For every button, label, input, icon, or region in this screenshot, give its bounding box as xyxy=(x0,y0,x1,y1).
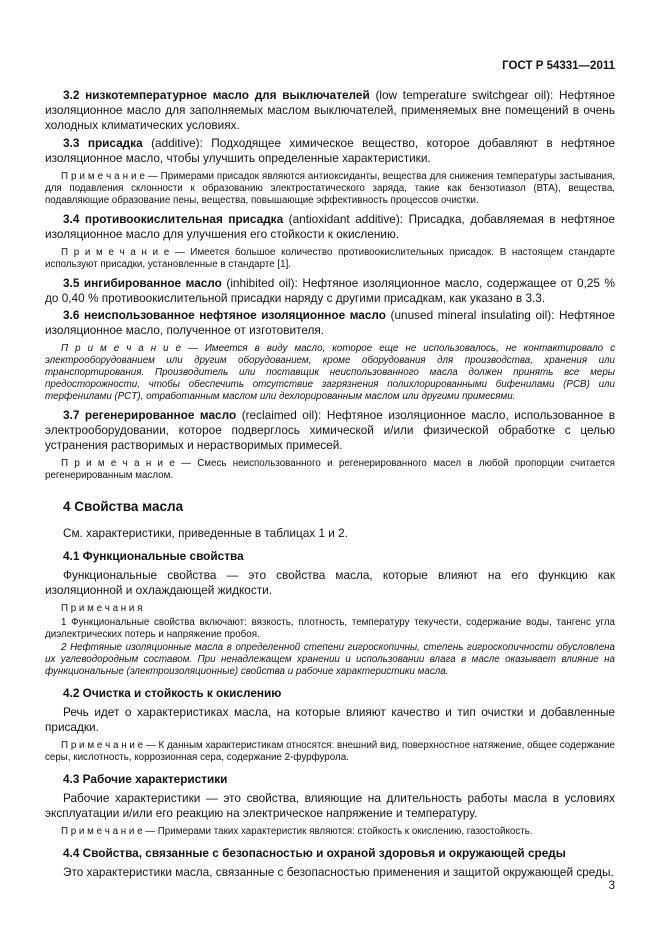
note-paragraph: П р и м е ч а н и е — К данным характеристикам относятся: внешний вид, поверхностное натяжение, общее содержание серы, кислотность, коррозионная сера, содержание 2-фурфурола. xyxy=(45,740,615,763)
document-header xyxy=(45,60,615,72)
term-definition-paragraph: 3.3 присадка (additive): Подходящее химическое вещество, которое добавляют в нефтяное изоляционное масло, чтобы улучшить определенные характеристики. xyxy=(45,135,615,165)
note-label: П р и м е ч а н и е xyxy=(61,458,182,469)
term-label: 3.7 регенерированное масло xyxy=(63,408,237,422)
term-label: 3.2 низкотемпературное масло для выключателей xyxy=(63,88,370,102)
document-footer xyxy=(609,880,615,892)
subsection-heading: 4.3 Рабочие характеристики xyxy=(63,772,228,786)
note-label: П р и м е ч а н и е xyxy=(61,740,146,751)
note-label: П р и м е ч а н и е xyxy=(61,170,148,182)
note-paragraph: П р и м е ч а н и е — Примерами таких характеристик являются: стойкость к окислению, газостойкость. xyxy=(61,826,533,837)
note-paragraph: П р и м е ч а н и е — Имеется большое количество противоокислительных присадок. В настоящем стандарте используют присадки, установленные в стандарте [1]. xyxy=(45,246,615,270)
section-heading: 4 Свойства масла xyxy=(63,499,184,514)
term-definition-paragraph: 3.2 низкотемпературное масло для выключателей (low temperature switchgear oil): Нефтяное изоляционное масло для заполняемых маслом выключателей, применяемых вне помещений в очень холодных климатических условиях. xyxy=(45,88,615,132)
term-definition-paragraph: 3.5 ингибированное масло (inhibited oil): Нефтяное изоляционное масло, содержащее от 0,25 % до 0,40 % противоокислительной присадки наряду с другими присадкам, как указано в 3.3. xyxy=(45,275,615,305)
term-label: 3.3 присадка xyxy=(63,135,143,150)
notes-header: П р и м е ч а н и я xyxy=(61,603,143,614)
term-definition-paragraph: 3.7 регенерированное масло (reclaimed oil): Нефтяное изоляционное масло, использованное в электрооборудовании, которое подверглось химической и/или физической обработке с целью устранения растворимых и нерастворимых примесей. xyxy=(45,408,615,452)
body-paragraph: Речь идет о характеристиках масла, на которые влияют качество и тип очистки и добавленные присадки. xyxy=(45,705,615,734)
note-item: 1 Функциональные свойства включают: вязкость, плотность, температуру текучести, содержание воды, тангенс угла диэлектрических потерь и напряжение пробоя. xyxy=(45,616,615,640)
note-label: П р и м е ч а н и е xyxy=(61,246,175,258)
body-paragraph: Рабочие характеристики — это свойства, влияющие на длительность работы масла в условиях эксплуатации и/или его реакцию на электрическое напряжение и температуру. xyxy=(45,791,615,820)
body-paragraph: Функциональные свойства — это свойства масла, которые влияют на его функцию как изоляционной и охлаждающей жидкости. xyxy=(45,568,615,597)
term-label: 3.4 противоокислительная присадка xyxy=(63,211,284,226)
note-item: 2 Нефтяные изоляционные масла в определенной степени гигроскопичны, степень гигроскопичности обусловлена их углеводородным составом. При ненадлежащем хранении и использовании влага в масле оказывает влияние на функциональные (электроизоляционные) свойства и рабочие характеристики масла. xyxy=(45,642,615,677)
subsection-heading: 4.2 Очистка и стойкость к окислению xyxy=(63,686,282,700)
note-paragraph: П р и м е ч а н и е — Примерами присадок являются антиоксиданты, вещества для снижения температуры застывания, для подавления склонности к образованию электростатического заряда, такие как бензотиазол (ВТА), вещества, подавляющие образование пены, вещества, повышающие эффективность процессов очистки. xyxy=(45,170,615,206)
note-paragraph: П р и м е ч а н и е — Смесь неиспользованного и регенерированного масел в любой пропорции считается регенерированным маслом. xyxy=(45,458,615,481)
subsection-heading: 4.4 Свойства, связанные с безопасностью и охраной здоровья и окружающей среды xyxy=(63,846,566,860)
body-paragraph: Это характеристики масла, связанные с безопасностью применения и защитой окружающей среды. xyxy=(63,865,614,879)
note-paragraph: П р и м е ч а н и е — Имеется в виду масло, которое еще не использовалось, не контактировало с электрооборудованием или другим оборудованием, кроме оборудования для производства, хранения или транспортирования. Производитель или поставщик неиспользованного масла должен принять все меры предосторожности, чтобы обеспечить отсутствие загрязнения полихлорированными бифенилами (PCB) или терфенилами (PCT), отработанным маслом или дехлорированным маслом или другими примесями. xyxy=(45,343,615,402)
term-definition-paragraph: 3.6 неиспользованное нефтяное изоляционное масло (unused mineral insulating oil): Нефтяное изоляционное масло, полученное от изготовителя. xyxy=(45,308,615,337)
term-label: 3.5 ингибированное масло xyxy=(63,275,222,290)
term-label: 3.6 неиспользованное нефтяное изоляционное масло xyxy=(63,308,386,322)
body-paragraph: См. характеристики, приведенные в таблицах 1 и 2. xyxy=(63,526,348,540)
note-label: П р и м е ч а н и е xyxy=(61,343,189,354)
note-label: П р и м е ч а н и е xyxy=(61,826,146,837)
term-definition-paragraph: 3.4 противоокислительная присадка (antioxidant additive): Присадка, добавляемая в нефтяное изоляционное масло для улучшения его стойкости к окислению. xyxy=(45,211,615,241)
page-number: 3 xyxy=(608,880,615,892)
standard-number: ГОСТ Р 54331—2011 xyxy=(502,60,615,72)
document-body xyxy=(45,88,615,880)
subsection-heading: 4.1 Функциональные свойства xyxy=(63,549,244,563)
